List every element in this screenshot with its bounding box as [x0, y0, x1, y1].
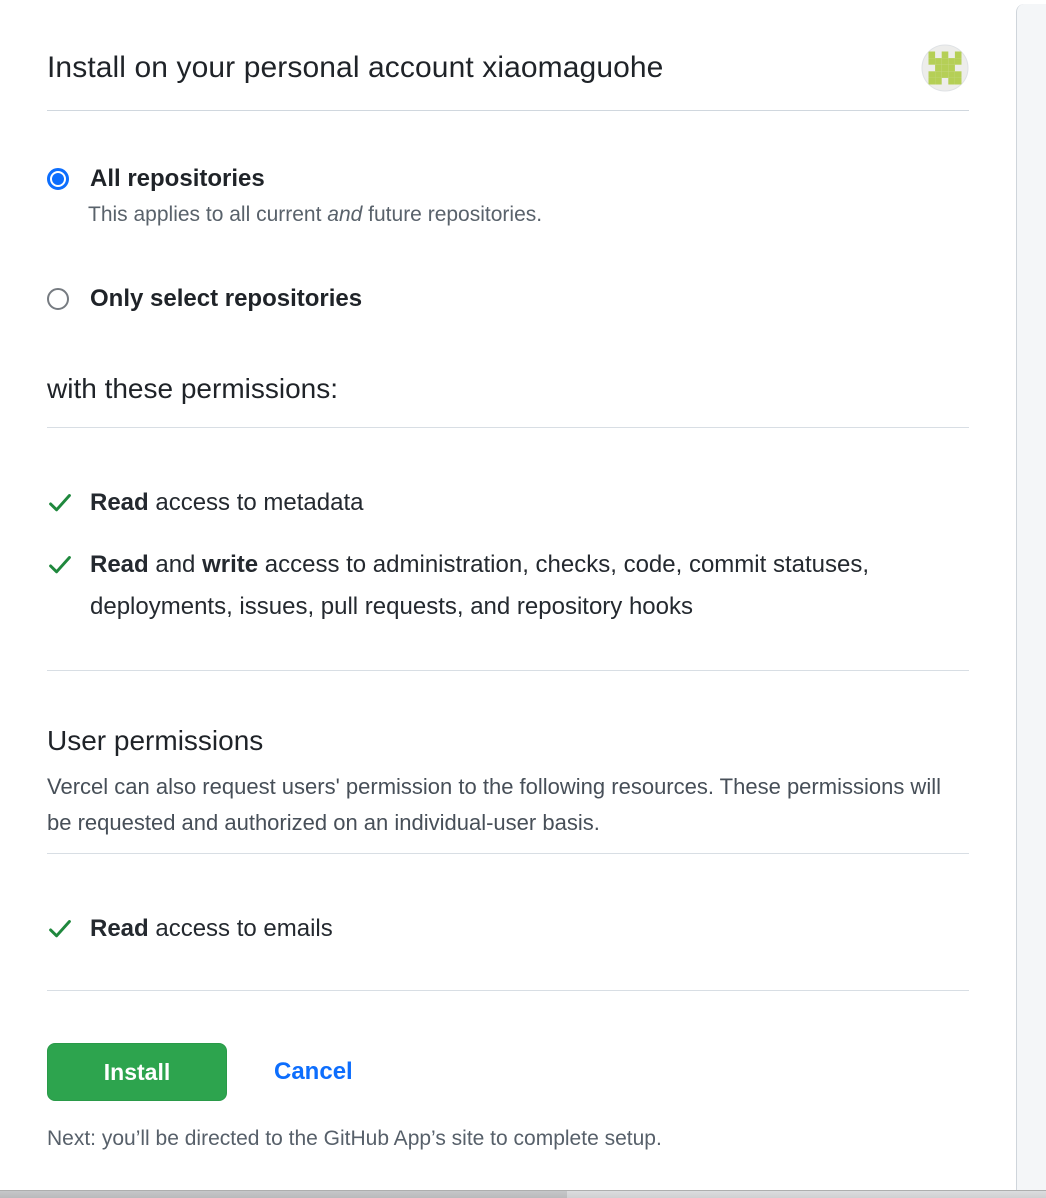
install-button[interactable]: Install — [47, 1043, 227, 1101]
check-icon — [47, 490, 73, 516]
radio-option-only-select-repositories[interactable] — [47, 285, 969, 313]
radio-option-all-repositories[interactable] — [47, 165, 969, 193]
all-repositories-description — [88, 203, 969, 227]
permission-text — [90, 544, 969, 628]
account-identicon-avatar — [921, 44, 969, 92]
actions-row — [47, 1043, 969, 1101]
header-divider — [47, 110, 969, 111]
check-icon — [47, 916, 73, 942]
permission-text — [90, 482, 363, 524]
permission-item-read-write — [47, 544, 969, 628]
horizontal-scrollbar-thumb[interactable] — [0, 1191, 567, 1198]
radio-label-only-select-repositories[interactable]: Only select repositories — [90, 285, 363, 312]
permissions-heading: with these permissions: — [47, 373, 339, 404]
permission-bold-read: Read — [90, 551, 149, 578]
description-italic-text: and — [327, 203, 363, 226]
permission-rest: access to metadata — [148, 489, 364, 516]
radio-unselected-icon[interactable] — [47, 288, 69, 310]
page-background-gutter — [1016, 4, 1046, 1190]
permission-rest: access to administration, checks, code, commit statuses, deployments, issues, pull requests, and repository hooks — [90, 551, 870, 620]
user-permissions-divider — [47, 853, 969, 854]
section-divider — [47, 990, 969, 991]
user-permissions-heading: User permissions — [47, 725, 264, 756]
user-permissions-description: Vercel can also request users' permission to the following resources. These permissions will be requested and authorized on an individual-user basis. — [47, 774, 941, 835]
permission-bold-read: Read — [90, 489, 149, 516]
radio-label-all-repositories[interactable]: All repositories — [90, 165, 265, 192]
permission-item-emails — [47, 908, 969, 950]
permissions-divider — [47, 427, 969, 428]
page-header — [47, 44, 969, 92]
section-divider — [47, 670, 969, 671]
permission-item-metadata — [47, 482, 969, 524]
permission-bold-read: Read — [90, 915, 149, 942]
next-step-note: Next: you’ll be directed to the GitHub App’s site to complete setup. — [47, 1127, 662, 1150]
permission-text — [90, 908, 333, 950]
horizontal-scrollbar[interactable] — [0, 1190, 1046, 1198]
permission-bold-write: write — [202, 551, 259, 578]
permission-rest: access to emails — [148, 915, 333, 942]
check-icon — [47, 552, 73, 578]
page-title: Install on your personal account xiaomaguohe — [47, 51, 664, 84]
cancel-link[interactable]: Cancel — [274, 1058, 353, 1085]
permission-mid: and — [148, 551, 203, 578]
description-text-end: future repositories. — [362, 203, 543, 226]
description-text: This applies to all current — [88, 203, 328, 226]
radio-selected-icon[interactable] — [47, 168, 69, 190]
